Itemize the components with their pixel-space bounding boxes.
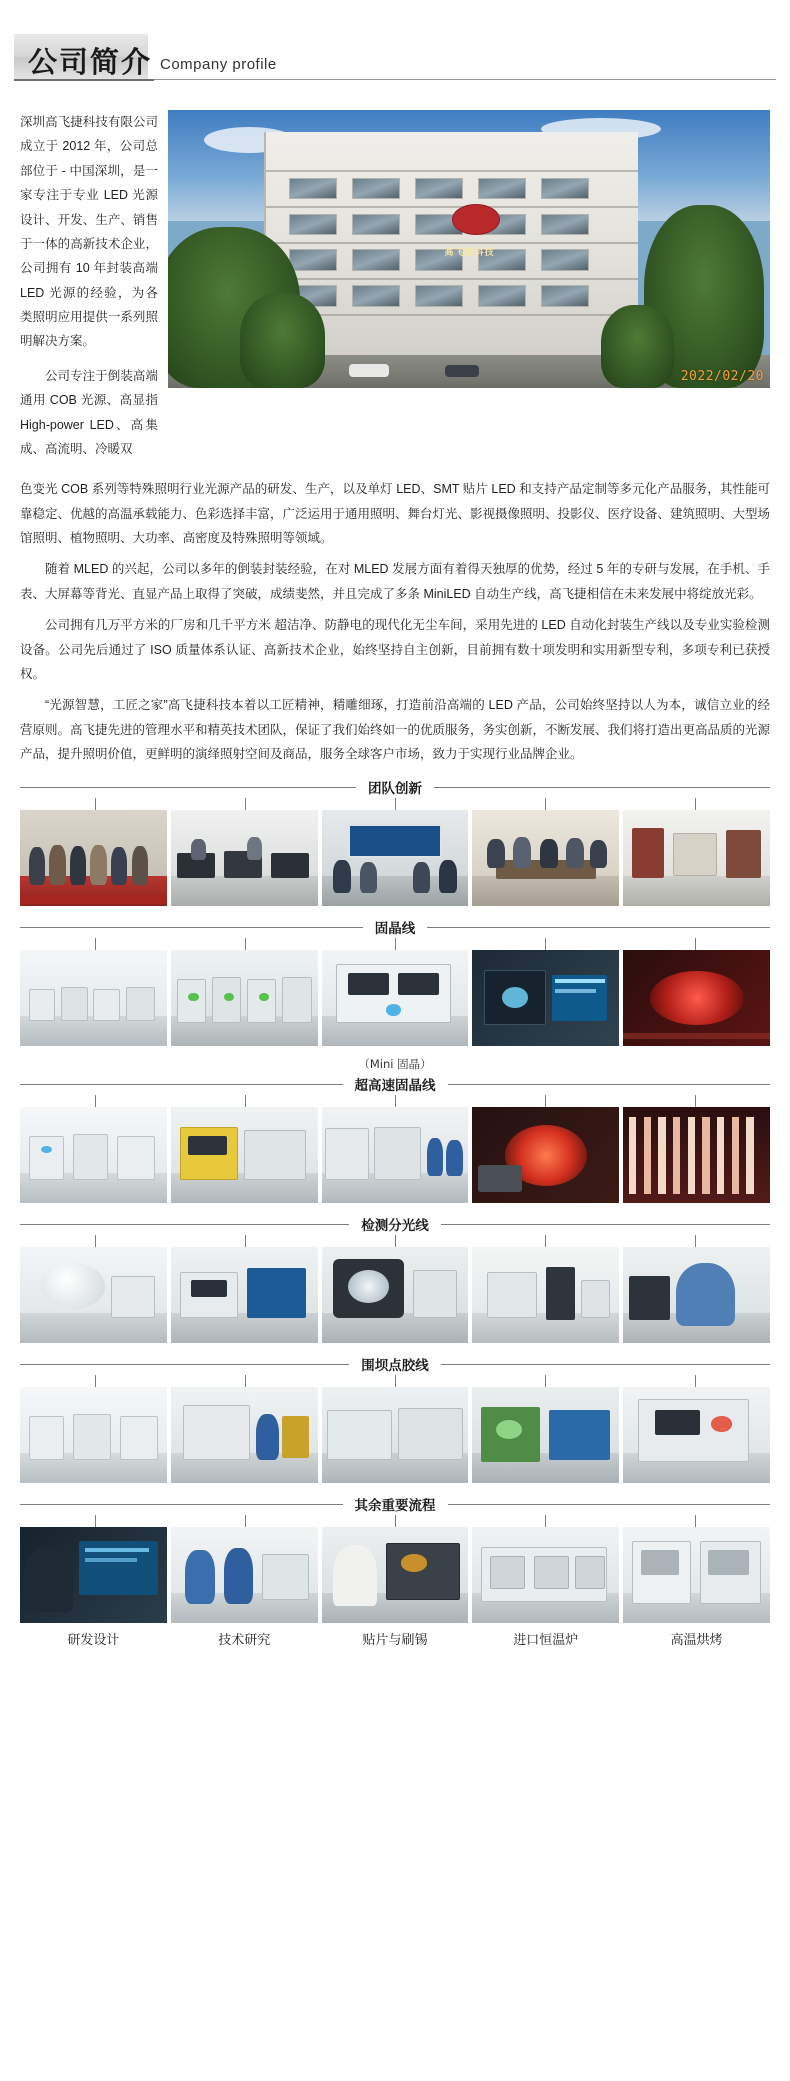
photo-office-workstations (171, 810, 318, 906)
section-title: 团队创新 (368, 781, 422, 798)
intro-paragraph-2: 随着 MLED 的兴起，公司以多年的倒装封装经验，在对 MLED 发展方面有着得天独厚的优势，经过 5 年的专研与发展，在手机、手表、大屏幕等背光、直显产品上取得了突破，成绩斐然，并且完成了多条 MiniLED 自动生产线，高飞捷相信在未来发展中将绽放光彩。 (20, 562, 770, 601)
photo-dispensing-line-overview (322, 1387, 469, 1483)
section-caption-row (20, 1629, 770, 1648)
section-title-row (20, 1493, 770, 1515)
photo-dispensing-equipment-green (472, 1387, 619, 1483)
photo-car (349, 364, 389, 377)
section-tile-row (20, 1247, 770, 1343)
page-subtitle: Company profile (160, 56, 277, 73)
section-title: 其余重要流程 (354, 1498, 436, 1515)
photo-operators-blue-suits (322, 1107, 469, 1203)
photo-operator-microscope (623, 1247, 770, 1343)
section-title-row (20, 776, 770, 798)
section-tile-row (20, 1527, 770, 1623)
intro-paragraph-4: “光源智慧，工匠之家”高飞捷科技本着以工匠精神，精雕细琢，打造前沿高端的 LED 产品，公司始终坚持以人为本，诚信立业的经营原则。高飞捷先进的管理水平和精英技术团队，保证了我们始终如一的优质服务，务实创新，不断发展、我们将打造出更高品质的光源产品，提升照明价值，更鲜明的演绎照射空间及商品，服务全球客户市场，致力于实现行业品牌企业。 (20, 698, 771, 761)
photo-red-led-test-machine (623, 950, 770, 1046)
section-title: 检测分光线 (361, 1218, 429, 1235)
photo-die-bonder-white-machine (322, 950, 469, 1046)
photo-tree (601, 305, 673, 388)
section-connectors (20, 938, 770, 950)
intro-body (20, 477, 770, 766)
photo-engineer-at-computer (20, 1527, 167, 1623)
photo-constant-temperature-oven (472, 1527, 619, 1623)
process-section-other (20, 1493, 770, 1648)
section-title: 超高速固晶线 (354, 1078, 436, 1095)
intro-left-column (20, 110, 168, 471)
section-title-row (20, 1353, 770, 1375)
photo-die-bonder-row-green (171, 950, 318, 1046)
photo-microscope-inspection (472, 1247, 619, 1343)
section-subtitle: （Mini 固晶） (358, 1057, 432, 1072)
photo-team-training-session (472, 810, 619, 906)
section-title: 固晶线 (374, 921, 416, 938)
photo-car (445, 365, 479, 377)
section-connectors (20, 1235, 770, 1247)
caption-smt-solder: 贴片与刷锡 (362, 1633, 428, 1649)
caption-rd-design: 研发设计 (67, 1633, 120, 1649)
caption-high-temp-bake: 高温烘烤 (670, 1633, 723, 1649)
photo-high-temperature-bake-oven (623, 1527, 770, 1623)
section-title-row (20, 1073, 770, 1095)
photo-wafer-inspection-machine (472, 950, 619, 1046)
section-title-row (20, 1213, 770, 1235)
section-connectors (20, 1095, 770, 1107)
process-section-testing-sorting (20, 1213, 770, 1343)
header-divider-left (14, 79, 154, 81)
process-section-die-bond (20, 916, 770, 1046)
page-title: 公司简介 (28, 45, 153, 79)
company-intro (20, 110, 770, 766)
intro-left-paragraph-1: 深圳高飞捷科技有限公司 成立于 2012 年，公司总部位于 - 中国深圳，是一家专注于专业 LED 光源设计、开发、生产、销售于一体的高新技术企业，公司拥有 10 年封装高端 LED 光源的经验，为各类照明应用提供一系列照明解决方案。 (20, 115, 158, 349)
intro-paragraph-1: 色变光 COB 系列等特殊照明行业光源产品的研发、生产，以及单灯 LED、SMT 贴片 LED 和支持产品定制等多元化产品服务，其性能可靠稳定、优越的高温承载能力、色彩选择丰富，广泛运用于通用照明、舞台灯光、影视摄像照明、投影仪、医疗设备、建筑照明、大型场馆照明、植物照明、大功率、高密度及特殊照明等领域。 (20, 482, 771, 545)
photo-tree (240, 293, 324, 388)
company-building-photo (168, 110, 770, 388)
photo-timestamp: 2022/02/20 (680, 369, 764, 384)
photo-optical-test-chamber (322, 1247, 469, 1343)
photo-yellow-gantry-machine (171, 1107, 318, 1203)
photo-spectrometer-bench (171, 1247, 318, 1343)
photo-office-corridor (623, 810, 770, 906)
process-section-team (20, 776, 770, 906)
photo-red-led-lens-closeup (472, 1107, 619, 1203)
photo-cleanroom-highspeed-line (20, 1107, 167, 1203)
page-footer-space (0, 1648, 790, 1662)
building-sign-text: 高飞捷科技 (444, 247, 495, 258)
photo-mini-led-strip-closeup (623, 1107, 770, 1203)
section-title-row (20, 916, 770, 938)
process-section-highspeed-die-bond (20, 1056, 770, 1203)
photo-integrating-sphere-lab (20, 1247, 167, 1343)
page-header (14, 16, 776, 102)
photo-cleanroom-die-bonder-line (20, 950, 167, 1046)
caption-constant-temp-oven: 进口恒温炉 (513, 1633, 579, 1649)
intro-left-paragraph-2: 公司专注于倒装高端通用 COB 光源、高显指 High-power LED、高集成、高流明、冷暖双 (20, 368, 158, 456)
section-connectors (20, 1515, 770, 1527)
section-tile-row (20, 1107, 770, 1203)
photo-smt-solder-printer (322, 1527, 469, 1623)
photo-technicians-research (171, 1527, 318, 1623)
section-title: 围坝点胶线 (361, 1358, 429, 1375)
header-divider-right (154, 79, 776, 80)
photo-meeting-room-presentation (322, 810, 469, 906)
section-connectors (20, 798, 770, 810)
building-logo-badge (452, 204, 500, 235)
intro-paragraph-3: 公司拥有几万平方米的厂房和几千平方米 超洁净、防静电的现代化无尘车间，采用先进的 LED 自动化封装生产线以及专业实验检测设备。公司先后通过了 ISO 质量体系认证、高新技术企业，始终坚持自主创新，目前拥有数十项发明和实用新型专利，多项专利已获授权。 (20, 618, 770, 681)
photo-team-photo-banner (20, 810, 167, 906)
section-tile-row (20, 810, 770, 906)
process-section-dam-dispensing (20, 1353, 770, 1483)
section-connectors (20, 1375, 770, 1387)
photo-dispensing-machine-robot (171, 1387, 318, 1483)
section-tile-row (20, 950, 770, 1046)
caption-tech-research: 技术研究 (218, 1633, 271, 1649)
photo-dispenser-closeup (623, 1387, 770, 1483)
section-tile-row (20, 1387, 770, 1483)
photo-dispensing-cleanroom (20, 1387, 167, 1483)
